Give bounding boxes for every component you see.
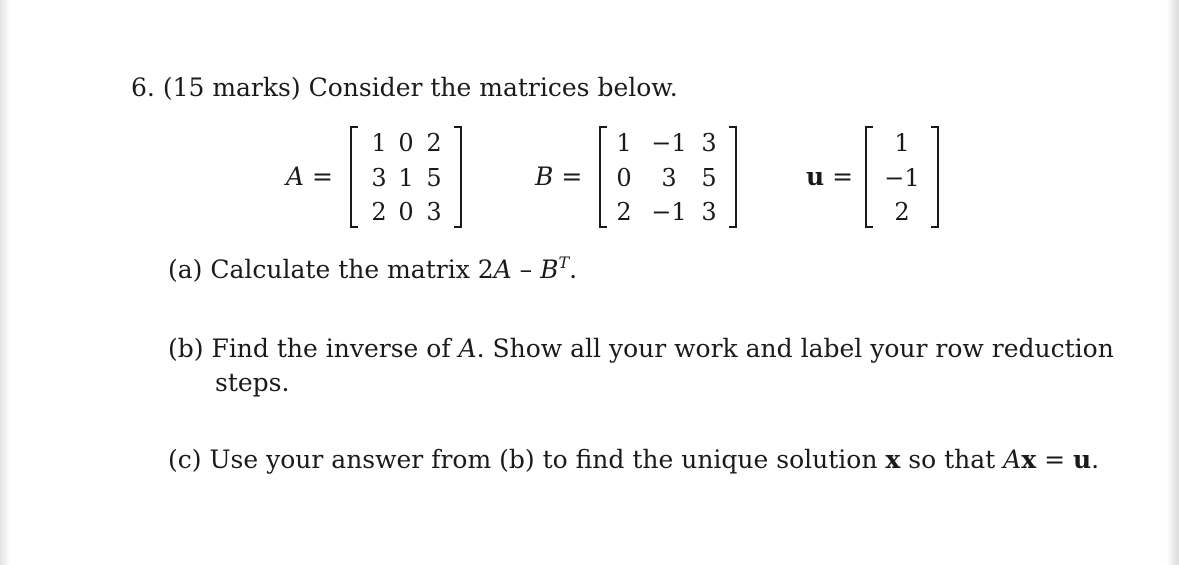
part-a [168,255,577,285]
vector-u-left-bracket [865,126,873,228]
part-c [168,445,1099,475]
question-number: 6. [131,73,155,102]
vector-u-cell: 2 [894,198,910,226]
matrix-b-cell: 5 [701,164,717,192]
vector-u [865,126,939,230]
matrix-a-right-bracket [454,126,462,228]
matrix-a-left-bracket [350,126,358,228]
matrix-a-cell: 3 [426,198,442,226]
part-b-continuation: steps. [215,368,290,397]
page-right-edge [1167,0,1179,565]
matrix-a [350,126,462,230]
vector-u-cell: −1 [884,164,920,192]
page-left-edge [0,0,10,565]
matrix-a-cell: 3 [371,164,387,192]
matrix-b-cell: 0 [616,164,632,192]
matrix-b-cell: 3 [701,129,717,157]
matrix-a-cell: 0 [398,129,414,157]
part-c-label: (c) [168,445,202,474]
matrix-a-cell: 2 [371,198,387,226]
question-marks: (15 marks) [162,73,301,102]
part-a-text: Calculate the matrix $2A - B^T$. [210,253,578,284]
vector-u-cell: 1 [894,129,910,157]
matrix-a-cell: 2 [426,129,442,157]
part-a-label: (a) [168,255,203,284]
matrix-a-label: A = [286,162,333,191]
matrix-a-cell: 1 [398,164,414,192]
question-intro: Consider the matrices below. [308,73,678,102]
matrix-b-cell: −1 [651,198,687,226]
matrix-b-cell: 3 [701,198,717,226]
matrix-b-label: B = [535,162,583,191]
matrix-b-right-bracket [729,126,737,228]
matrix-b [599,126,737,230]
question-heading [131,73,678,103]
part-b-label: (b) [168,334,204,363]
matrix-b-cell: −1 [651,129,687,157]
matrix-a-cell: 0 [398,198,414,226]
vector-u-label: u = [806,162,854,191]
matrix-a-cell: 5 [426,164,442,192]
matrix-b-cell: 1 [616,129,632,157]
vector-u-right-bracket [931,126,939,228]
matrix-b-cell: 3 [661,164,677,192]
part-b [168,334,1114,364]
matrix-a-cell: 1 [371,129,387,157]
part-c-text: Use your answer from (b) to find the unique solution x so that Ax = u. [209,445,1100,474]
matrix-b-left-bracket [599,126,607,228]
matrix-b-cell: 2 [616,198,632,226]
part-b-text: Find the inverse of A. Show all your work and label your row reduction [211,334,1114,363]
